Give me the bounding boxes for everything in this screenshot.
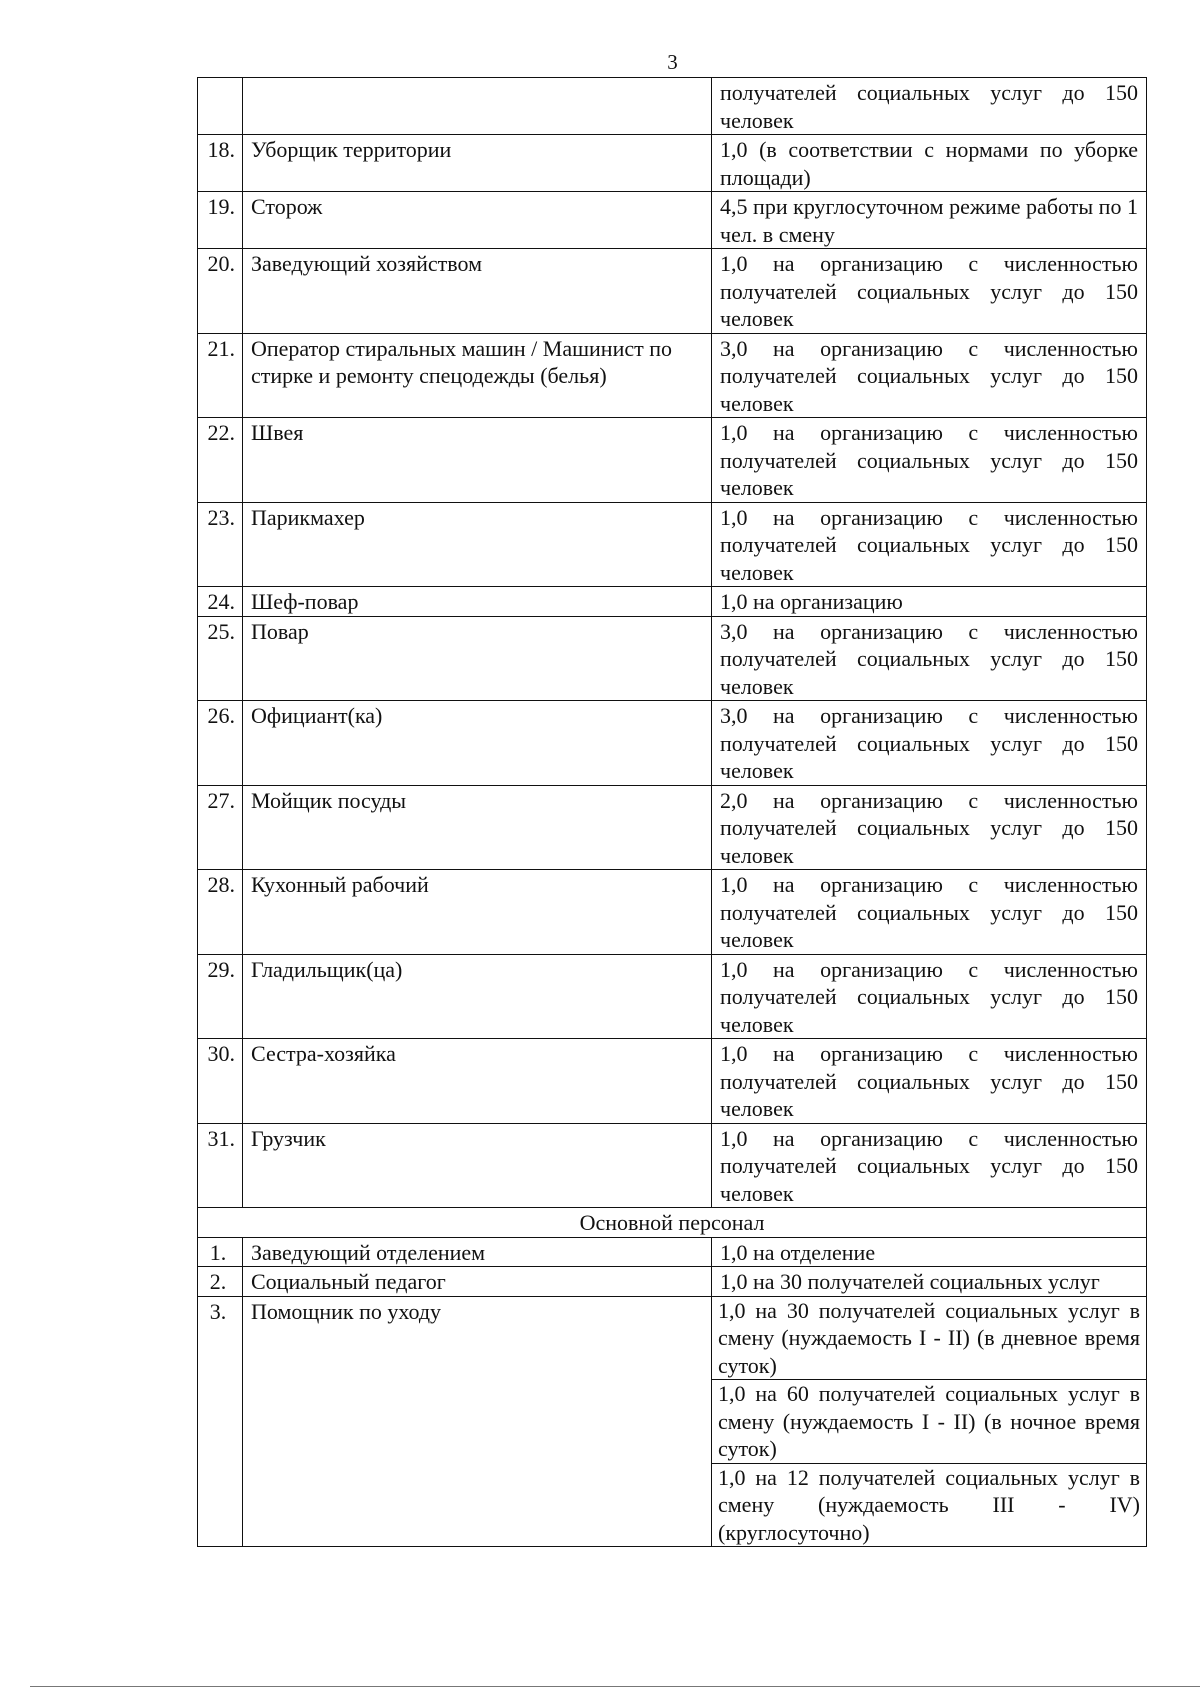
staff-norm: 2,0 на организацию с численностью получателей социальных услуг до 150 человек	[712, 785, 1147, 870]
staff-norm: 3,0 на организацию с численностью получателей социальных услуг до 150 человек	[712, 616, 1147, 701]
position-name: Заведующий хозяйством	[243, 249, 712, 334]
table-row	[198, 418, 1147, 503]
staff-norm: 1,0 (в соответствии с нормами по уборке площади)	[712, 135, 1147, 192]
table-row	[198, 1237, 1147, 1267]
staff-norms-table	[197, 77, 1147, 1547]
row-number: 30.	[198, 1039, 243, 1124]
staff-norm: 1,0 на отделение	[712, 1237, 1147, 1267]
table-row	[198, 1267, 1147, 1297]
row-number: 3.	[198, 1296, 243, 1547]
table-row	[198, 135, 1147, 192]
table-row	[198, 192, 1147, 249]
row-number: 20.	[198, 249, 243, 334]
table-row	[198, 870, 1147, 955]
row-number: 18.	[198, 135, 243, 192]
position-name	[243, 78, 712, 135]
staff-norm: 3,0 на организацию с численностью получателей социальных услуг до 150 человек	[712, 701, 1147, 786]
row-number: 24.	[198, 587, 243, 617]
staff-norm-group	[712, 1296, 1147, 1547]
section-title: Основной персонал	[198, 1208, 1147, 1238]
position-name: Сестра-хозяйка	[243, 1039, 712, 1124]
table-row	[198, 333, 1147, 418]
staff-norm: 3,0 на организацию с численностью получателей социальных услуг до 150 человек	[712, 333, 1147, 418]
position-name: Официант(ка)	[243, 701, 712, 786]
row-number	[198, 78, 243, 135]
staff-norm: 1,0 на 30 получателей социальных услуг в смену (нуждаемость I - II) (в дневное время суток)	[718, 1297, 1140, 1378]
staff-norm: 1,0 на 12 получателей социальных услуг в смену (нуждаемость III - IV) (круглосуточно)	[712, 1463, 1146, 1547]
table-row	[198, 785, 1147, 870]
position-name: Социальный педагог	[243, 1267, 712, 1297]
table-row	[198, 587, 1147, 617]
position-name: Кухонный рабочий	[243, 870, 712, 955]
table-row	[198, 502, 1147, 587]
position-name: Парикмахер	[243, 502, 712, 587]
staff-norm: 1,0 на организацию с численностью получателей социальных услуг до 150 человек	[712, 954, 1147, 1039]
row-number: 28.	[198, 870, 243, 955]
position-name: Помощник по уходу	[243, 1296, 712, 1547]
staff-norm: 1,0 на организацию	[712, 587, 1147, 617]
staff-norm: 4,5 при круглосуточном режиме работы по 1 чел. в смену	[712, 192, 1147, 249]
row-number: 22.	[198, 418, 243, 503]
row-number: 21.	[198, 333, 243, 418]
staff-norm: 1,0 на 60 получателей социальных услуг в смену (нуждаемость I - II) (в ночное время суток)	[712, 1379, 1146, 1463]
position-name: Уборщик территории	[243, 135, 712, 192]
staff-norm: 1,0 на организацию с численностью получателей социальных услуг до 150 человек	[712, 418, 1147, 503]
row-number: 29.	[198, 954, 243, 1039]
staff-norm: 1,0 на организацию с численностью получателей социальных услуг до 150 человек	[712, 1039, 1147, 1124]
staff-norm: получателей социальных услуг до 150 человек	[712, 78, 1147, 135]
row-number: 27.	[198, 785, 243, 870]
position-name: Сторож	[243, 192, 712, 249]
table-row	[198, 1039, 1147, 1124]
position-name: Грузчик	[243, 1123, 712, 1208]
table-row	[198, 1123, 1147, 1208]
row-number: 2.	[198, 1267, 243, 1297]
position-name: Шеф-повар	[243, 587, 712, 617]
staff-norm: 1,0 на организацию с численностью получателей социальных услуг до 150 человек	[712, 502, 1147, 587]
position-name: Оператор стиральных машин / Машинист по стирке и ремонту спецодежды (белья)	[243, 333, 712, 418]
table-row	[198, 701, 1147, 786]
section-header-row	[198, 1208, 1147, 1238]
bottom-rule	[30, 1686, 1200, 1687]
position-name: Гладильщик(ца)	[243, 954, 712, 1039]
position-name: Заведующий отделением	[243, 1237, 712, 1267]
table-row	[198, 1296, 1147, 1547]
row-number: 25.	[198, 616, 243, 701]
position-name: Повар	[243, 616, 712, 701]
row-number: 23.	[198, 502, 243, 587]
table-row	[198, 616, 1147, 701]
row-number: 31.	[198, 1123, 243, 1208]
row-number: 19.	[198, 192, 243, 249]
position-name: Швея	[243, 418, 712, 503]
staff-norm: 1,0 на организацию с численностью получателей социальных услуг до 150 человек	[712, 1123, 1147, 1208]
staff-norm: 1,0 на организацию с численностью получателей социальных услуг до 150 человек	[712, 249, 1147, 334]
table-row	[198, 954, 1147, 1039]
row-number: 1.	[198, 1237, 243, 1267]
table-row	[198, 78, 1147, 135]
page-number: 3	[667, 50, 678, 74]
staff-norm: 1,0 на организацию с численностью получателей социальных услуг до 150 человек	[712, 870, 1147, 955]
row-number: 26.	[198, 701, 243, 786]
table-row	[198, 249, 1147, 334]
staff-norm: 1,0 на 30 получателей социальных услуг	[712, 1267, 1147, 1297]
position-name: Мойщик посуды	[243, 785, 712, 870]
